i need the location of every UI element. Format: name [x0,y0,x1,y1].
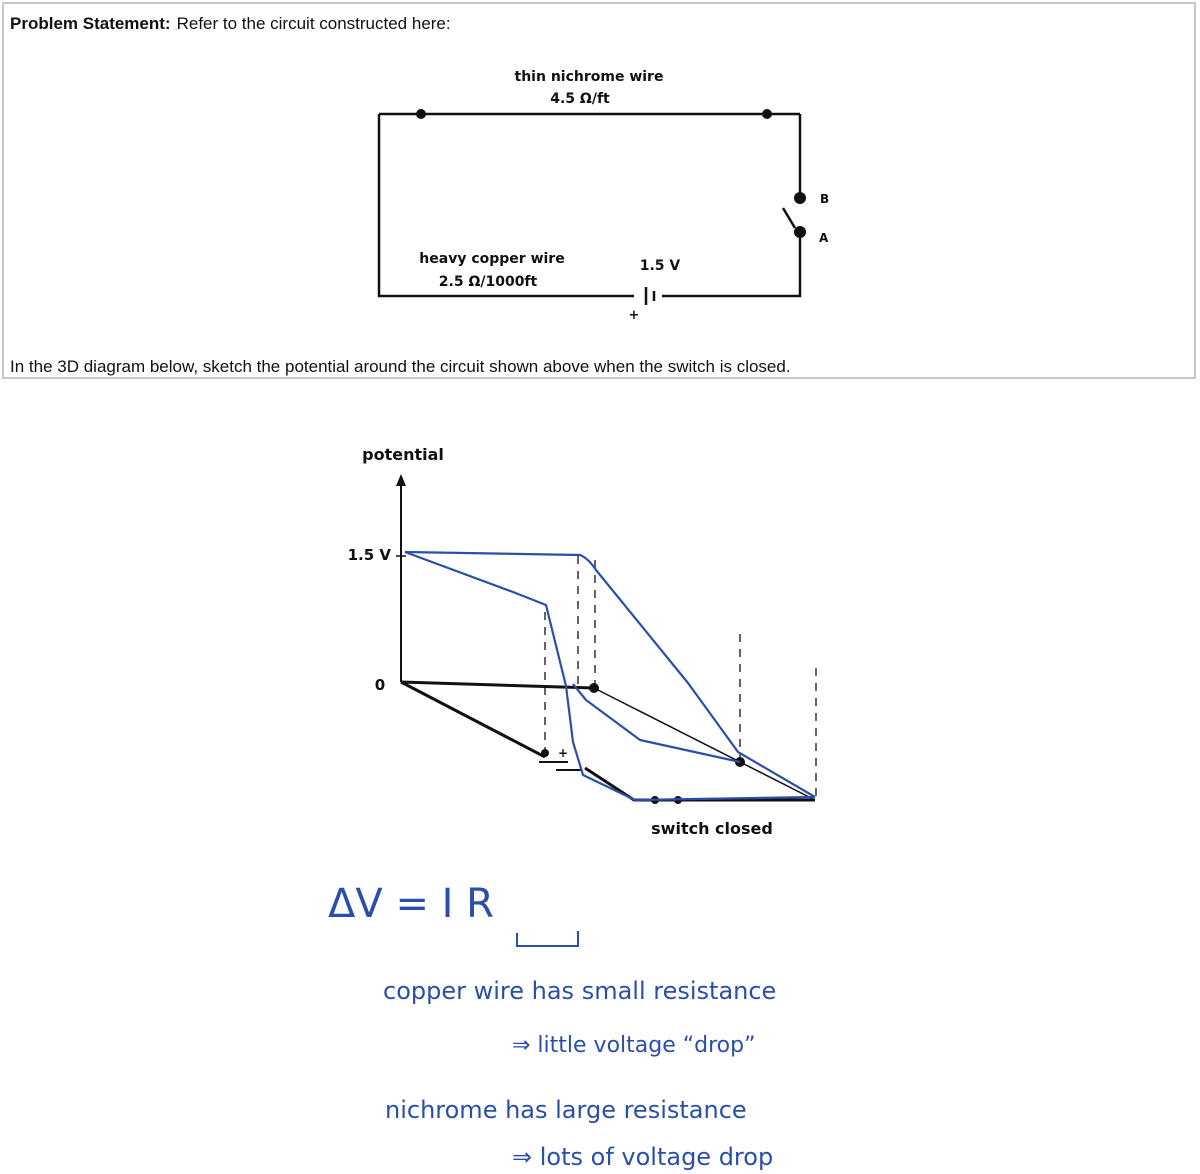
switch-closed-caption: switch closed [651,819,773,838]
nichrome-label: thin nichrome wire [514,69,664,85]
switch-contact-a [794,226,806,238]
base-left-side [401,682,545,757]
note-nichrome-result: ⇒ lots of voltage drop [512,1143,774,1171]
sketch-inner-path [573,684,740,762]
switch-contact-b [794,192,806,204]
node-dot [589,683,599,693]
underline-bracket [517,931,578,946]
junction-dot [762,109,772,119]
potential-sketch [405,552,815,800]
nichrome-value: 4.5 Ω/ft [550,91,610,107]
junction-dot [416,109,426,119]
problem-label: Problem Statement: [10,14,171,33]
battery-voltage-label: 1.5 V [639,258,681,274]
potential-diagram [348,445,816,838]
copper-wire [379,114,634,296]
battery-plus-sign: + [628,308,640,323]
note-copper: copper wire has small resistance [383,977,777,1005]
tick-label-top: 1.5 V [347,546,391,564]
base-front [585,768,815,800]
problem-text: Refer to the circuit constructed here: [176,14,451,33]
handwritten-notes [328,881,776,1171]
note-nichrome: nichrome has large resistance [385,1096,747,1124]
switch-lever [783,208,795,228]
switch-a-label: A [819,231,829,245]
sketch-copper-path [405,552,815,800]
switch-b-label: B [820,192,830,206]
tick-label-zero: 0 [374,676,386,694]
axis-label: potential [362,445,444,464]
copper-value: 2.5 Ω/1000ft [438,274,538,290]
note-ohms-law: ΔV = I R [328,881,494,927]
diagram-battery-plus: + [557,746,569,760]
note-copper-result: ⇒ little voltage “drop” [512,1033,756,1058]
right-wire-bottom [662,232,800,296]
axis-arrow-icon [396,474,406,486]
instruction-text: In the 3D diagram below, sketch the potential around the circuit shown above when the switch is closed. [10,357,791,376]
sketch-nichrome-path [405,552,815,797]
copper-label: heavy copper wire [419,251,565,267]
